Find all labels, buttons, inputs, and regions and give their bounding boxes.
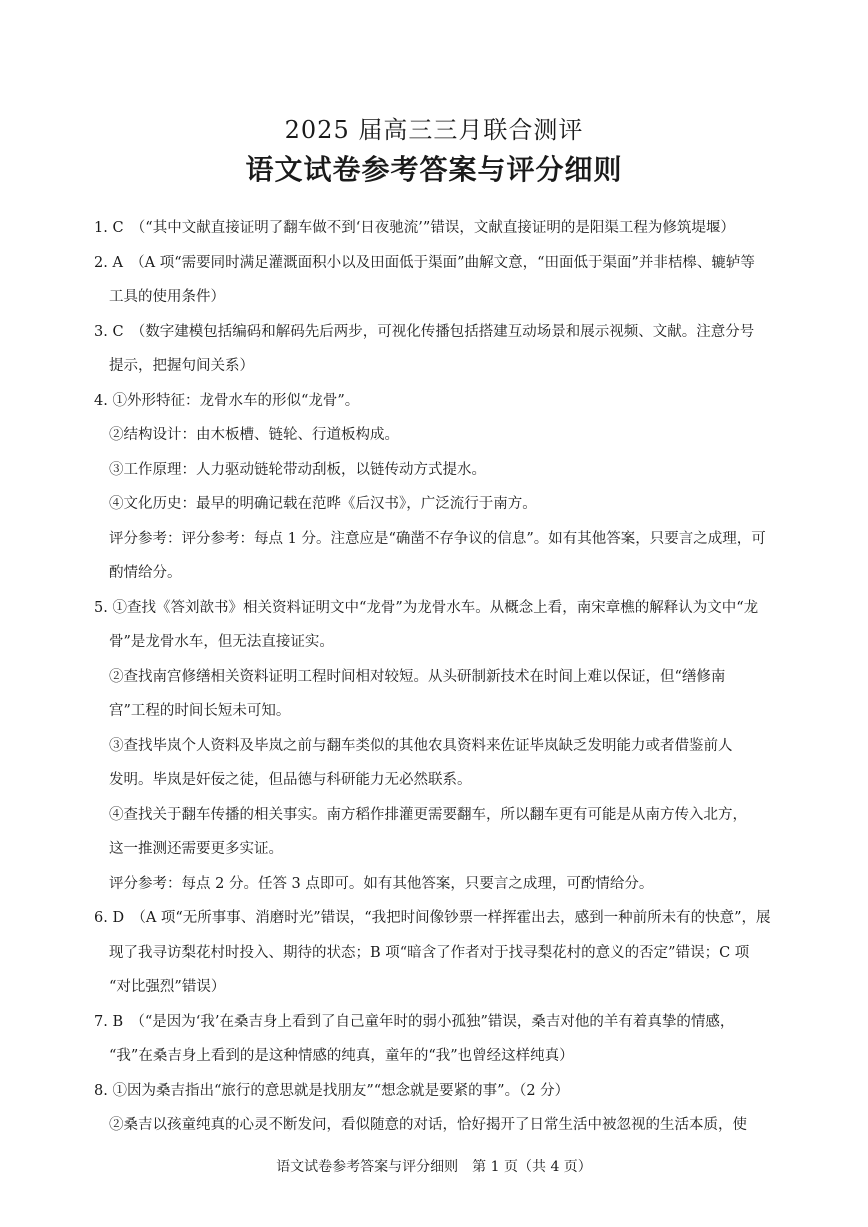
answer-line: ④查找关于翻车传播的相关事实。南方稻作排灌更需要翻车，所以翻车更有可能是从南方传入北方， xyxy=(109,806,747,823)
answer-list xyxy=(94,211,774,1143)
answer-line: 1. C （“其中文献直接证明了翻车做不到‘日夜驰流’”错误，文献直接证明的是阳渠工程为修筑堤堰） xyxy=(94,220,735,236)
answer-line: 骨”是龙骨水车，但无法直接证实。 xyxy=(109,634,334,650)
answer-line: ②桑吉以孩童纯真的心灵不断发问，看似随意的对话，恰好揭开了日常生活中被忽视的生活本质，使 xyxy=(109,1117,747,1133)
answer-line: 5. ①查找《答刘歆书》相关资料证明文中“龙骨”为龙骨水车。从概念上看，南宋章樵的解释认为文中“龙 xyxy=(94,599,759,616)
answer-line: 宫”工程的时间长短未可知。 xyxy=(109,703,291,719)
answer-line: 评分参考：评分参考：每点 1 分。注意应是“确凿不存争议的信息”。如有其他答案，只要言之成理，可 xyxy=(109,530,766,547)
answer-line: ③工作原理：人力驱动链轮带动刮板，以链传动方式提水。 xyxy=(109,461,486,478)
answer-line: 8. ①因为桑吉指出“旅行的意思就是找朋友”“想念就是要紧的事”。（2 分） xyxy=(94,1082,570,1099)
answer-line: 提示，把握句间关系） xyxy=(109,358,254,374)
answer-line: 3. C （数字建模包括编码和解码先后两步，可视化传播包括搭建互动场景和展示视频、文献。注意分号 xyxy=(94,323,755,340)
answer-line: 评分参考：每点 2 分。任答 3 点即可。如有其他答案，只要言之成理，可酌情给分。 xyxy=(109,875,654,892)
answer-line: ②查找南宫修缮相关资料证明工程时间相对较短。从头研制新技术在时间上难以保证，但“缮修南 xyxy=(109,668,726,685)
exam-title: 2025 届高三三月联合测评 xyxy=(284,116,584,144)
answer-line: 6. D （A 项“无所事事、消磨时光”错误，“我把时间像钞票一样挥霍出去，感到一种前所未有的快意”，展 xyxy=(94,910,771,926)
page-footer: 语文试卷参考答案与评分细则 第 1 页（共 4 页） xyxy=(276,1159,592,1175)
answer-line: 发明。毕岚是奸佞之徒，但品德与科研能力无必然联系。 xyxy=(109,772,472,788)
answer-line: 现了我寻访梨花村时投入、期待的状态；B 项“暗含了作者对于找寻梨花村的意义的否定”错误；C 项 xyxy=(109,944,750,961)
answer-line: 4. ①外形特征：龙骨水车的形似“龙骨”。 xyxy=(94,392,360,409)
answer-line: 工具的使用条件） xyxy=(109,289,225,305)
answer-line: 酌情给分。 xyxy=(109,565,182,581)
answer-line: “对比强烈”错误） xyxy=(109,979,226,995)
answer-line: 2. A （A 项“需要同时满足灌溉面积小以及田面低于渠面”曲解文意，“田面低于渠面”并非桔槔、辘轳等 xyxy=(94,254,755,271)
answer-line: ③查找毕岚个人资料及毕岚之前与翻车类似的其他农具资料来佐证毕岚缺乏发明能力或者借鉴前人 xyxy=(109,737,733,754)
answer-line: ②结构设计：由木板槽、链轮、行道板构成。 xyxy=(109,427,399,443)
answer-line: “我”在桑吉身上看到的是这种情感的纯真，童年的“我”也曾经这样纯真） xyxy=(109,1048,574,1064)
document-subtitle: 语文试卷参考答案与评分细则 xyxy=(245,153,623,186)
answer-line: 这一推测还需要更多实证。 xyxy=(109,841,283,857)
answer-line: ④文化历史：最早的明确记载在范晔《后汉书》，广泛流行于南方。 xyxy=(109,496,537,512)
answer-line: 7. B （“是因为‘我’在桑吉身上看到了自己童年时的弱小孤独”错误，桑吉对他的羊有着真挚的情感， xyxy=(94,1013,735,1030)
